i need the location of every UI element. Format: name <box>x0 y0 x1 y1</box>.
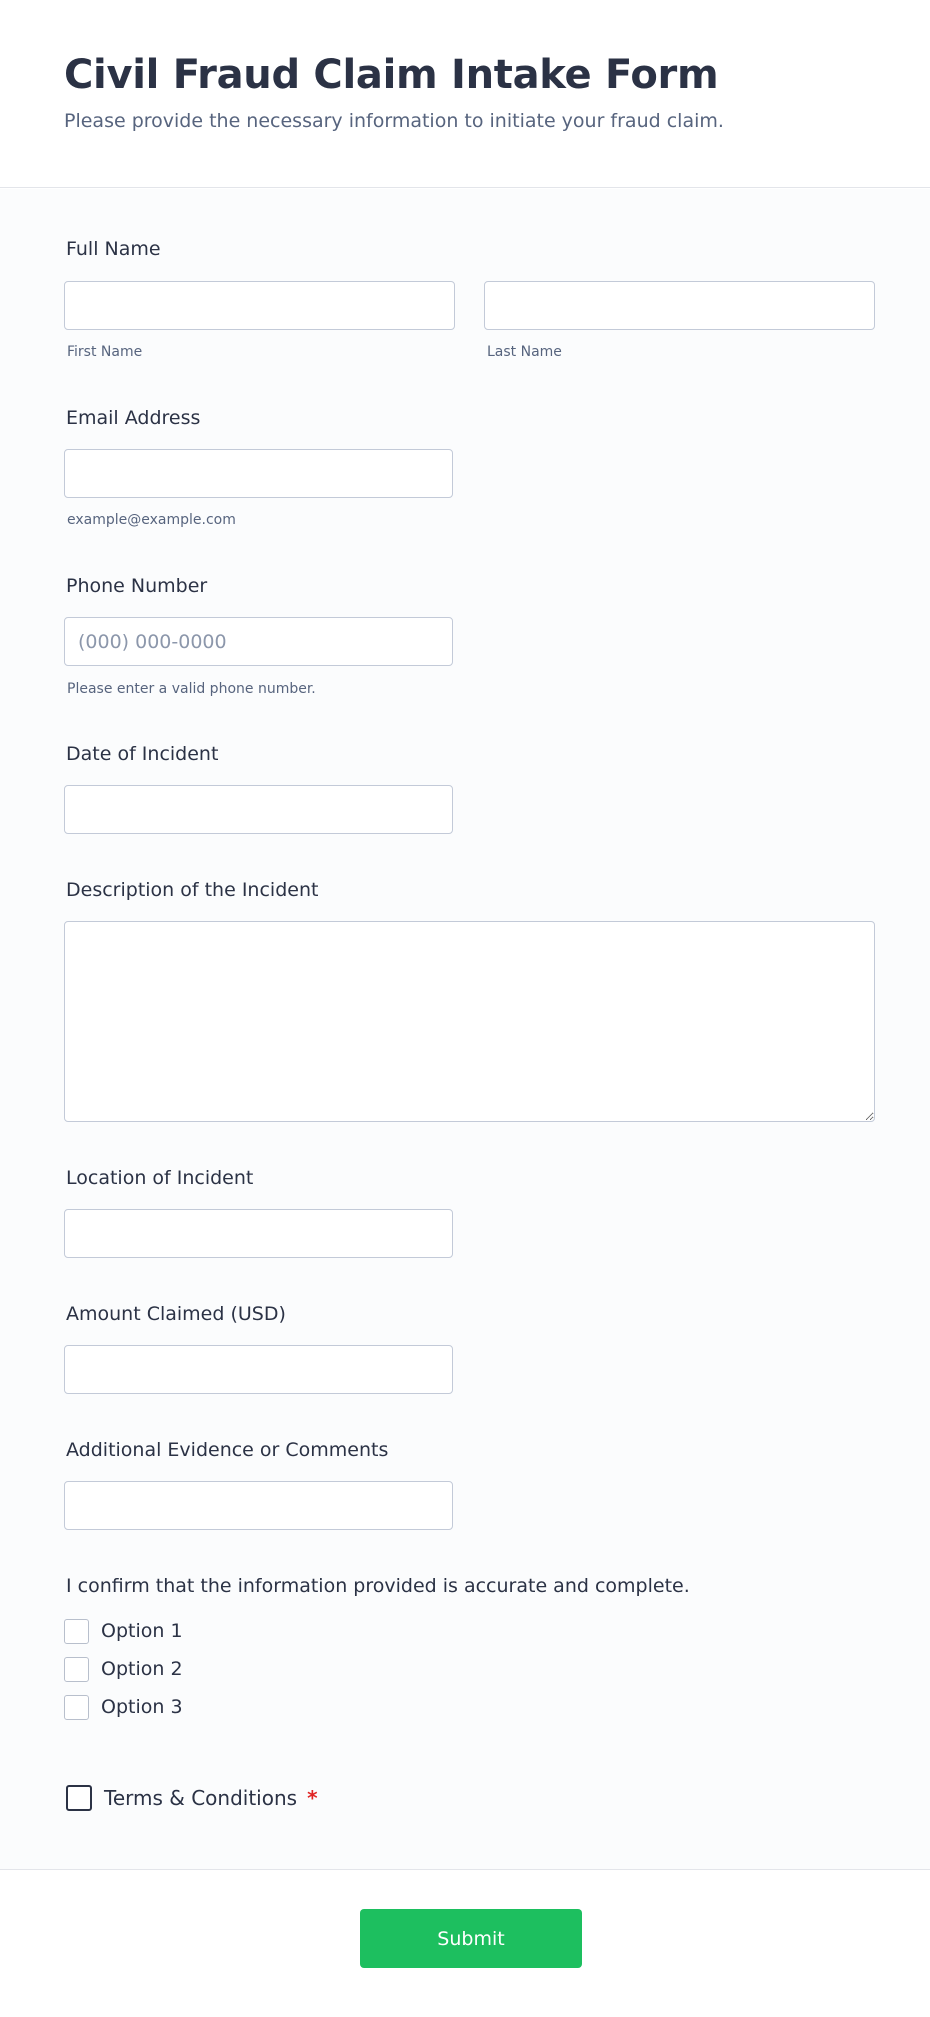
full-name-label: Full Name <box>66 238 161 260</box>
option-2-label: Option 2 <box>101 1658 183 1680</box>
phone-label: Phone Number <box>66 575 208 597</box>
additional-evidence-label: Additional Evidence or Comments <box>66 1439 389 1461</box>
option-3-checkbox[interactable] <box>64 1695 89 1720</box>
location-label: Location of Incident <box>66 1167 254 1189</box>
option-3-row[interactable] <box>64 1694 183 1720</box>
form-footer <box>0 1869 930 2017</box>
email-sublabel: example@example.com <box>67 512 236 528</box>
description-label: Description of the Incident <box>66 879 319 901</box>
date-of-incident-input[interactable] <box>64 785 453 834</box>
description-textarea[interactable] <box>64 921 875 1122</box>
phone-sublabel: Please enter a valid phone number. <box>67 681 316 697</box>
amount-claimed-input[interactable] <box>64 1345 453 1394</box>
option-2-row[interactable] <box>64 1656 183 1682</box>
last-name-sublabel: Last Name <box>487 344 562 360</box>
location-input[interactable] <box>64 1209 453 1258</box>
amount-claimed-label: Amount Claimed (USD) <box>66 1303 286 1325</box>
form-header <box>0 0 930 188</box>
option-2-checkbox[interactable] <box>64 1657 89 1682</box>
option-1-row[interactable] <box>64 1618 183 1644</box>
email-label: Email Address <box>66 407 201 429</box>
page-subtitle: Please provide the necessary information to initiate your fraud claim. <box>64 110 724 132</box>
last-name-input[interactable] <box>484 281 875 330</box>
terms-row[interactable] <box>66 1784 318 1812</box>
confirmation-label: I confirm that the information provided is accurate and complete. <box>66 1575 690 1597</box>
option-3-label: Option 3 <box>101 1696 183 1718</box>
first-name-input[interactable] <box>64 281 455 330</box>
option-1-label: Option 1 <box>101 1620 183 1642</box>
page-title: Civil Fraud Claim Intake Form <box>64 52 719 98</box>
additional-evidence-input[interactable] <box>64 1481 453 1530</box>
terms-checkbox[interactable] <box>66 1785 92 1811</box>
submit-button[interactable]: Submit <box>360 1909 582 1968</box>
terms-label: Terms & Conditions <box>104 1786 298 1810</box>
first-name-sublabel: First Name <box>67 344 143 360</box>
email-input[interactable] <box>64 449 453 498</box>
phone-input[interactable] <box>64 617 453 666</box>
option-1-checkbox[interactable] <box>64 1619 89 1644</box>
required-mark: * <box>307 1786 318 1810</box>
date-of-incident-label: Date of Incident <box>66 743 219 765</box>
